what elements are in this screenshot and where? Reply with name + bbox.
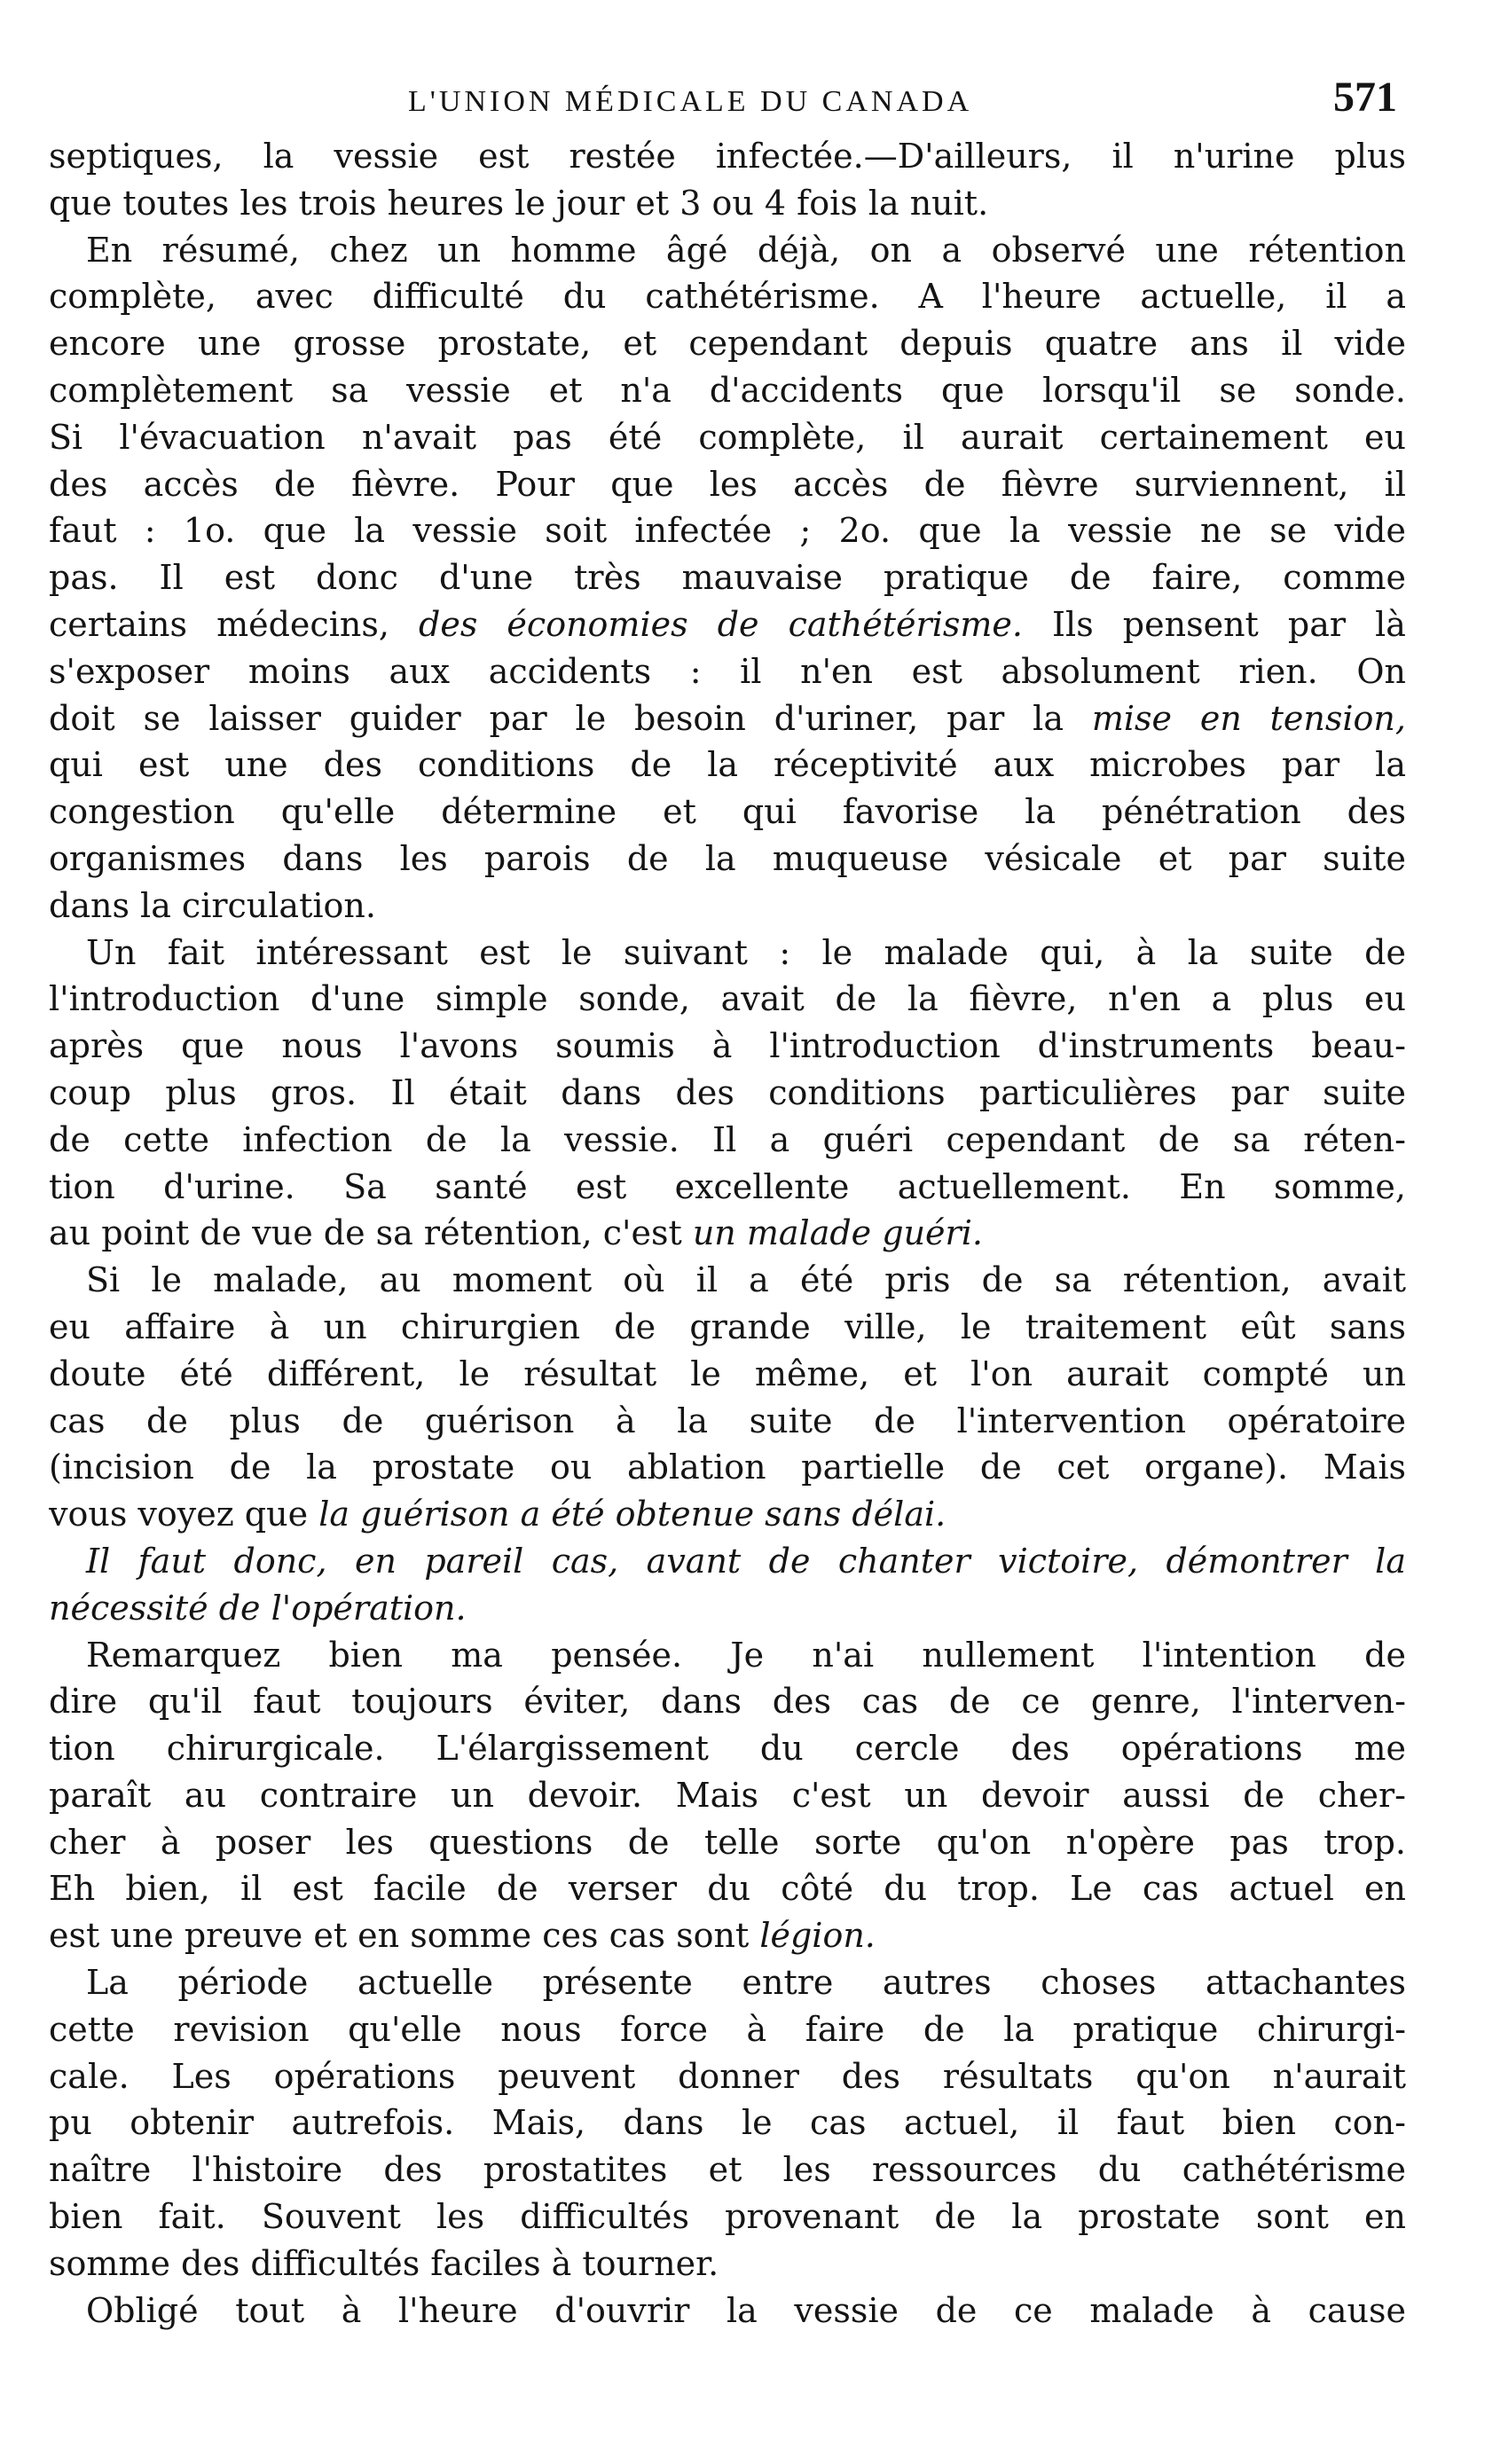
text-line: cas de plus de guérison à la suite de l'intervention opératoire: [49, 1401, 1406, 1440]
text-line: Si l'évacuation n'avait pas été complète, il aurait certainement eu: [49, 417, 1406, 457]
italic-line: Il faut donc, en pareil cas, avant de chanter victoire, démontrer la: [86, 1541, 1406, 1581]
text-line: paraît au contraire un devoir. Mais c'est un devoir aussi de cher-: [49, 1775, 1406, 1815]
text-segment: est une preuve et en somme ces cas sont: [49, 1916, 750, 1956]
text-line: qui est une des conditions de la réceptivité aux microbes par la: [49, 745, 1406, 785]
page-number: 571: [1333, 74, 1397, 121]
text-line: cale. Les opérations peuvent donner des résultats qu'on n'aurait: [49, 2056, 1406, 2096]
text-line: des accès de fièvre. Pour que les accès de fièvre surviennent, il: [49, 464, 1406, 504]
italic-segment: légion.: [759, 1916, 876, 1956]
text-line: [49, 1491, 1406, 1538]
text-line: que toutes les trois heures le jour et 3 ou 4 fois la nuit.: [49, 183, 989, 223]
text-line: tion d'urine. Sa santé est excellente actuellement. En somme,: [49, 1166, 1406, 1206]
text-line: l'introduction d'une simple sonde, avait de la fièvre, n'en a plus eu: [49, 979, 1406, 1019]
text-line: dans la circulation.: [49, 885, 376, 925]
text-segment: Ils pensent par là: [1052, 604, 1406, 644]
text-line: congestion qu'elle détermine et qui favorise la pénétration des: [49, 792, 1406, 832]
text-line: s'exposer moins aux accidents : il n'en est absolument rien. On: [49, 651, 1406, 691]
text-line: tion chirurgicale. L'élargissement du cercle des opérations me: [49, 1729, 1406, 1769]
text-line: coup plus gros. Il était dans des conditions particulières par suite: [49, 1072, 1406, 1112]
text-line: [49, 1210, 1406, 1257]
text-line: Eh bien, il est facile de verser du côté du trop. Le cas actuel en: [49, 1869, 1406, 1909]
page-header: [49, 53, 1406, 133]
italic-line: nécessité de l'opération.: [49, 1588, 467, 1628]
text-line: La période actuelle présente entre autres choses attachantes: [86, 1963, 1406, 2003]
text-line: Obligé tout à l'heure d'ouvrir la vessie de ce malade à cause: [86, 2290, 1406, 2330]
italic-segment: la guérison a été obtenue sans délai.: [318, 1495, 946, 1534]
italic-segment: des économies de cathétérisme.: [419, 604, 1023, 644]
text-line: (incision de la prostate ou ablation partielle de cet organe). Mais: [49, 1448, 1406, 1487]
text-line: Si le malade, au moment où il a été pris de sa rétention, avait: [86, 1260, 1406, 1300]
italic-segment: mise en tension,: [1091, 698, 1406, 738]
text-line: après que nous l'avons soumis à l'introduction d'instruments beau-: [49, 1026, 1406, 1066]
text-line: de cette infection de la vessie. Il a guéri cependant de sa réten-: [49, 1119, 1406, 1159]
text-line: faut : 1o. que la vessie soit infectée ; 2o. que la vessie ne se vide: [49, 511, 1406, 551]
text-line: [49, 1912, 1406, 1959]
text-segment: vous voyez que: [49, 1495, 309, 1534]
text-line: dire qu'il faut toujours éviter, dans des cas de ce genre, l'interven-: [49, 1682, 1406, 1722]
text-line: Un fait intéressant est le suivant : le malade qui, à la suite de: [86, 932, 1406, 972]
text-line: complète, avec difficulté du cathétérisme. A l'heure actuelle, il a: [49, 277, 1406, 317]
text-line: naître l'histoire des prostatites et les ressources du cathétérisme: [49, 2150, 1406, 2190]
text-line: pas. Il est donc d'une très mauvaise pratique de faire, comme: [49, 558, 1406, 598]
text-segment: doit se laisser guider par le besoin d'uriner, par la: [49, 698, 1064, 738]
text-line: eu affaire à un chirurgien de grande ville, le traitement eût sans: [49, 1307, 1406, 1346]
text-line: encore une grosse prostate, et cependant depuis quatre ans il vide: [49, 324, 1406, 364]
text-line: Remarquez bien ma pensée. Je n'ai nullement l'intention de: [86, 1635, 1406, 1675]
page: [49, 53, 1406, 2334]
running-title: L'UNION MÉDICALE DU CANADA: [408, 85, 973, 118]
body-text: [49, 133, 1406, 2334]
text-line: cher à poser les questions de telle sorte qu'on n'opère pas trop.: [49, 1822, 1406, 1862]
text-line: [49, 695, 1406, 742]
italic-segment: un malade guéri.: [692, 1213, 983, 1253]
text-line: complètement sa vessie et n'a d'accidents que lorsqu'il se sonde.: [49, 370, 1406, 410]
text-line: cette revision qu'elle nous force à faire de la pratique chirurgi-: [49, 2009, 1406, 2049]
text-line: organismes dans les parois de la muqueuse vésicale et par suite: [49, 838, 1406, 878]
text-line: doute été différent, le résultat le même, et l'on aurait compté un: [49, 1354, 1406, 1393]
text-segment: au point de vue de sa rétention, c'est: [49, 1213, 682, 1253]
text-line: bien fait. Souvent les difficultés provenant de la prostate sont en: [49, 2197, 1406, 2237]
text-line: [49, 601, 1406, 648]
text-line: somme des difficultés faciles à tourner.: [49, 2243, 719, 2283]
text-line: pu obtenir autrefois. Mais, dans le cas actuel, il faut bien con-: [49, 2103, 1406, 2143]
text-line: septiques, la vessie est restée infectée.—D'ailleurs, il n'urine plus: [49, 137, 1406, 176]
text-segment: certains médecins,: [49, 604, 389, 644]
text-line: En résumé, chez un homme âgé déjà, on a observé une rétention: [86, 230, 1406, 270]
